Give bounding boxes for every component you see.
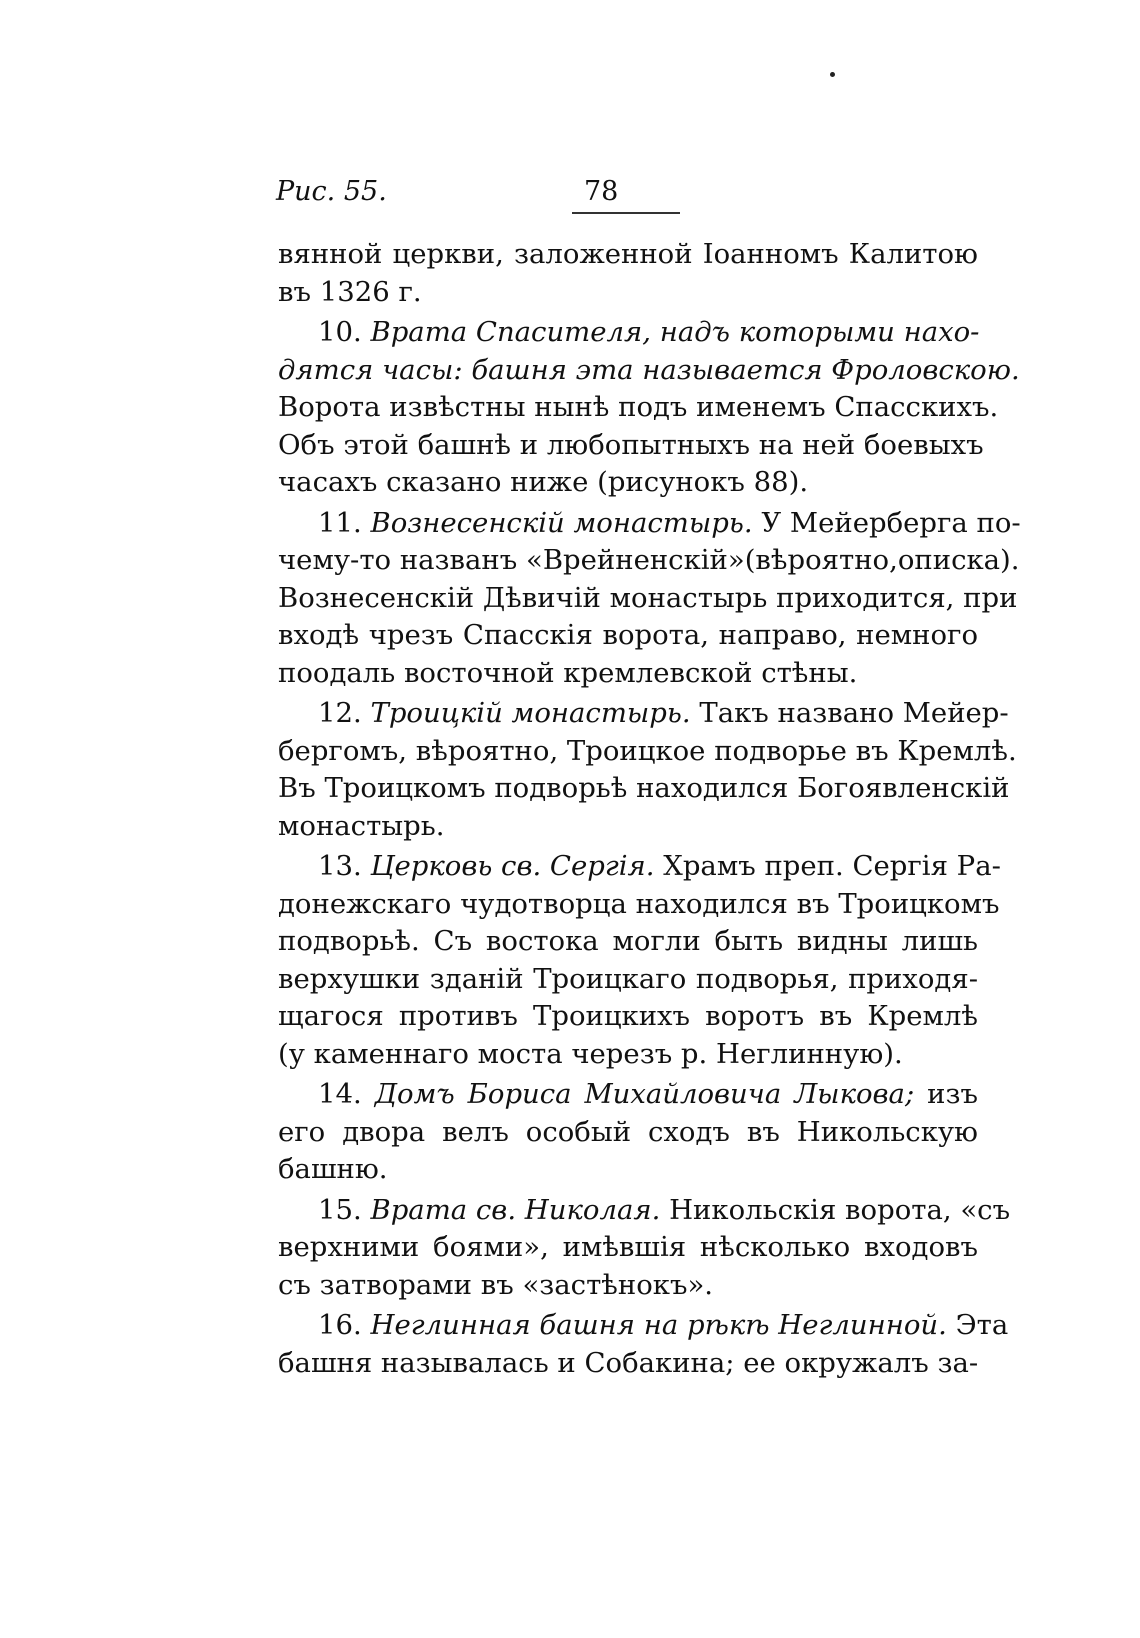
text-line xyxy=(278,886,1000,924)
line-text: Въ Троицкомъ подворьѣ находился Богоявленскій xyxy=(278,772,1010,804)
text-line xyxy=(278,389,999,427)
line-text: входѣ чрезъ Спасскія ворота, направо, немного xyxy=(278,619,978,651)
line-text: чему-то названъ «Врейненскій»(вѣроятно,описка). xyxy=(278,544,1020,576)
text-line xyxy=(278,1114,978,1152)
item-number: 11. xyxy=(318,506,362,539)
item-number: 14. xyxy=(318,1078,362,1110)
text-line xyxy=(278,1345,978,1383)
line-text: башня называлась и Собакина; ее окружалъ за- xyxy=(278,1346,979,1379)
item-title: Врата св. Николая. xyxy=(370,1193,661,1226)
text-line xyxy=(278,961,978,999)
item-title: Домъ Бориса Михайловича Лыкова; xyxy=(374,1078,915,1110)
text-line xyxy=(278,236,978,274)
page-header xyxy=(276,176,980,216)
item-number: 13. xyxy=(318,850,362,882)
text-line xyxy=(278,314,978,352)
paragraph xyxy=(278,1307,1009,1382)
text-line xyxy=(278,733,1017,771)
line-text: щагося противъ Троицкихъ воротъ въ Кремлѣ xyxy=(278,1000,978,1032)
line-text: (у каменнаго моста черезъ р. Неглинную). xyxy=(278,1037,903,1070)
item-title: Вознесенскій монастырь. xyxy=(370,506,753,539)
header-rule xyxy=(572,212,680,214)
text-line xyxy=(278,695,1009,733)
text-line xyxy=(278,464,978,502)
item-number: 16. xyxy=(318,1309,362,1341)
item-number: 15. xyxy=(318,1193,362,1226)
line-text: верхними боями», имѣвшія нѣсколько входовъ xyxy=(278,1231,978,1263)
text-line xyxy=(278,998,978,1036)
line-text: монастырь. xyxy=(278,809,445,842)
text-line xyxy=(278,1307,1009,1345)
item-number: 10. xyxy=(318,316,362,348)
line-text: Никольскія ворота, «съ xyxy=(669,1193,1011,1226)
line-text: Эта xyxy=(955,1309,1009,1341)
line-text: поодаль восточной кремлевской стѣны. xyxy=(278,656,858,689)
paragraph xyxy=(278,236,978,311)
text-line xyxy=(278,848,1001,886)
text-line xyxy=(278,580,1018,618)
paragraph xyxy=(278,505,1021,693)
text-line xyxy=(278,427,984,465)
line-text: Вознесенскій Дѣвичій монастырь приходится, при xyxy=(278,581,1018,614)
text-line xyxy=(278,352,1020,390)
item-title: Троицкій монастырь. xyxy=(370,697,691,729)
line-text: Объ этой башнѣ и любопытныхъ на ней боевыхъ xyxy=(278,428,984,461)
line-text: его двора велъ особый сходъ въ Никольскую xyxy=(278,1115,978,1148)
line-text: бергомъ, вѣроятно, Троицкое подворье въ Кремлѣ. xyxy=(278,734,1017,767)
text-line xyxy=(278,770,1010,808)
line-text: У Мейерберга по- xyxy=(761,506,1021,539)
paragraph xyxy=(278,1076,978,1189)
text-line xyxy=(278,1267,978,1305)
text-line xyxy=(278,274,978,312)
paragraph xyxy=(278,695,1017,845)
page-number: 78 xyxy=(584,176,619,207)
text-line xyxy=(278,1151,978,1189)
line-text: вянной церкви, заложенной Іоанномъ Калитою xyxy=(278,238,978,270)
text-line xyxy=(278,542,1020,580)
line-text: верхушки зданій Троицкаго подворья, приходя- xyxy=(278,962,978,995)
line-text: Ворота извѣстны нынѣ подъ именемъ Спасскихъ. xyxy=(278,391,999,423)
text-line xyxy=(278,1076,978,1114)
item-number: 12. xyxy=(318,697,362,729)
text-line xyxy=(278,617,978,655)
text-line xyxy=(278,1036,978,1074)
text-line xyxy=(278,505,1021,543)
item-title: Церковь св. Сергія. xyxy=(370,850,655,882)
line-text: въ 1326 г. xyxy=(278,275,422,308)
text-line xyxy=(278,655,978,693)
paragraph xyxy=(278,1192,1011,1305)
line-text: часахъ сказано ниже (рисунокъ 88). xyxy=(278,466,809,498)
paragraph xyxy=(278,848,1001,1073)
text-line xyxy=(278,1229,978,1267)
item-title: Врата Спасителя, надъ которыми нахо- xyxy=(370,316,980,348)
line-text: донежскаго чудотворца находился въ Троицкомъ xyxy=(278,887,1000,920)
text-line xyxy=(278,808,978,846)
line-text: изъ xyxy=(927,1078,978,1110)
line-text: съ затворами въ «застѣнокъ». xyxy=(278,1268,714,1301)
body-text xyxy=(278,236,1021,1385)
line-text: башню. xyxy=(278,1153,388,1185)
paragraph xyxy=(278,314,1020,502)
line-text: Храмъ преп. Сергія Ра- xyxy=(663,850,1001,882)
item-title: Неглинная башня на рѣкѣ Неглинной. xyxy=(370,1309,947,1341)
ink-speck xyxy=(830,72,835,77)
line-text: Такъ названо Мейер- xyxy=(699,697,1009,729)
item-title: дятся часы: башня эта называется Фроловскою. xyxy=(278,353,1020,386)
line-text: подворьѣ. Съ востока могли быть видны лишь xyxy=(278,925,978,957)
text-line xyxy=(278,923,978,961)
text-line xyxy=(278,1192,1011,1230)
figure-reference: Рис. 55. xyxy=(276,176,387,207)
